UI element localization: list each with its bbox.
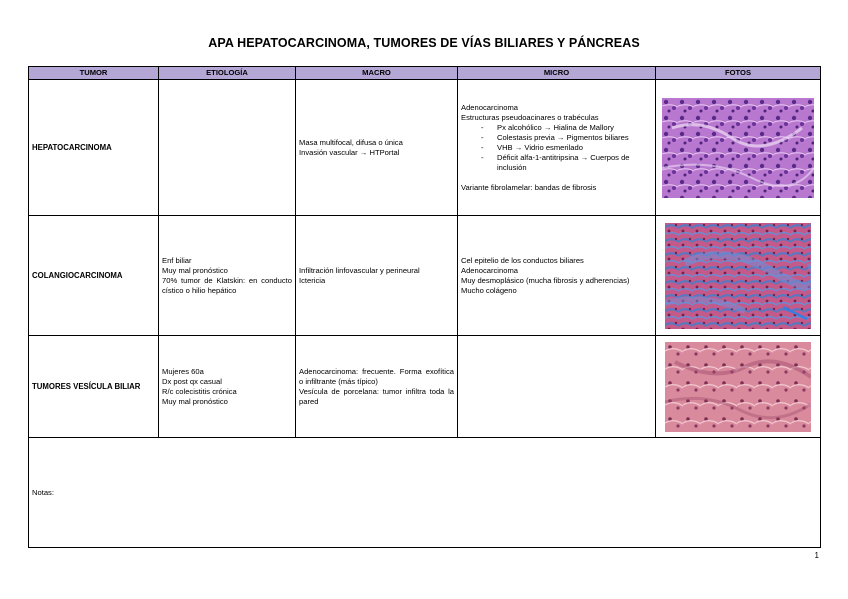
micro-cell xyxy=(458,80,656,216)
list-item: - VHB → Vidrio esmerilado xyxy=(481,143,652,153)
photo-cell xyxy=(656,216,821,336)
histology-photo-hepatocarcinoma xyxy=(662,98,814,198)
header-micro: MICRO xyxy=(458,67,656,80)
tumor-name-cell: COLANGIOCARCINOMA xyxy=(29,216,159,336)
photo-cell xyxy=(656,80,821,216)
micro-intro: Adenocarcinoma Estructuras pseudoacinares o trabéculas xyxy=(461,102,599,122)
tumor-name-cell: TUMORES VESÍCULA BILIAR xyxy=(29,336,159,438)
notes-row xyxy=(29,438,821,548)
histology-photo-vesicula xyxy=(665,342,811,432)
micro-cell: Cel epitelio de los conductos biliares Adenocarcinoma Muy desmoplásico (mucha fibrosis y adherencias) Mucho colágeno xyxy=(458,216,656,336)
etiologia-cell xyxy=(159,80,296,216)
list-item: - Px alcohólico → Hialina de Mallory xyxy=(481,123,652,133)
table-row xyxy=(29,216,821,336)
photo-cell xyxy=(656,336,821,438)
page-title: APA HEPATOCARCINOMA, TUMORES DE VÍAS BILIARES Y PÁNCREAS xyxy=(208,36,640,50)
page-number: 1 xyxy=(814,551,819,560)
macro-cell: Masa multifocal, difusa o única Invasión vascular → HTPortal xyxy=(296,80,458,216)
micro-cell xyxy=(458,336,656,438)
etiologia-cell: Mujeres 60a Dx post qx casual R/c colecistitis crónica Muy mal pronóstico xyxy=(159,336,296,438)
tumor-name-cell: HEPATOCARCINOMA xyxy=(29,80,159,216)
micro-outro: Variante fibrolamelar: bandas de fibrosis xyxy=(461,182,597,192)
header-etiologia: ETIOLOGÍA xyxy=(159,67,296,80)
notes-cell xyxy=(29,438,821,548)
macro-cell: Infiltración linfovascular y perineural Ictericia xyxy=(296,216,458,336)
list-item: - Déficit alfa-1-antitripsina → Cuerpos de inclusión xyxy=(481,153,652,173)
table-header-row xyxy=(29,67,821,80)
etiologia-cell: Enf biliar Muy mal pronóstico 70% tumor de Klatskin: en conducto cístico o hilio hepático xyxy=(159,216,296,336)
notes-label: Notas: xyxy=(32,487,54,497)
summary-table xyxy=(28,66,821,548)
histology-photo-colangiocarcinoma xyxy=(665,223,811,329)
header-tumor: TUMOR xyxy=(29,67,159,80)
micro-list xyxy=(461,123,652,173)
table-row xyxy=(29,80,821,216)
list-item: - Colestasis previa → Pigmentos biliares xyxy=(481,133,652,143)
header-macro: MACRO xyxy=(296,67,458,80)
table-row xyxy=(29,336,821,438)
header-fotos: FOTOS xyxy=(656,67,821,80)
macro-cell: Adenocarcinoma: frecuente. Forma exofítica o infiltrante (más típico) Vesícula de porcelana: tumor infiltra toda la pared xyxy=(296,336,458,438)
